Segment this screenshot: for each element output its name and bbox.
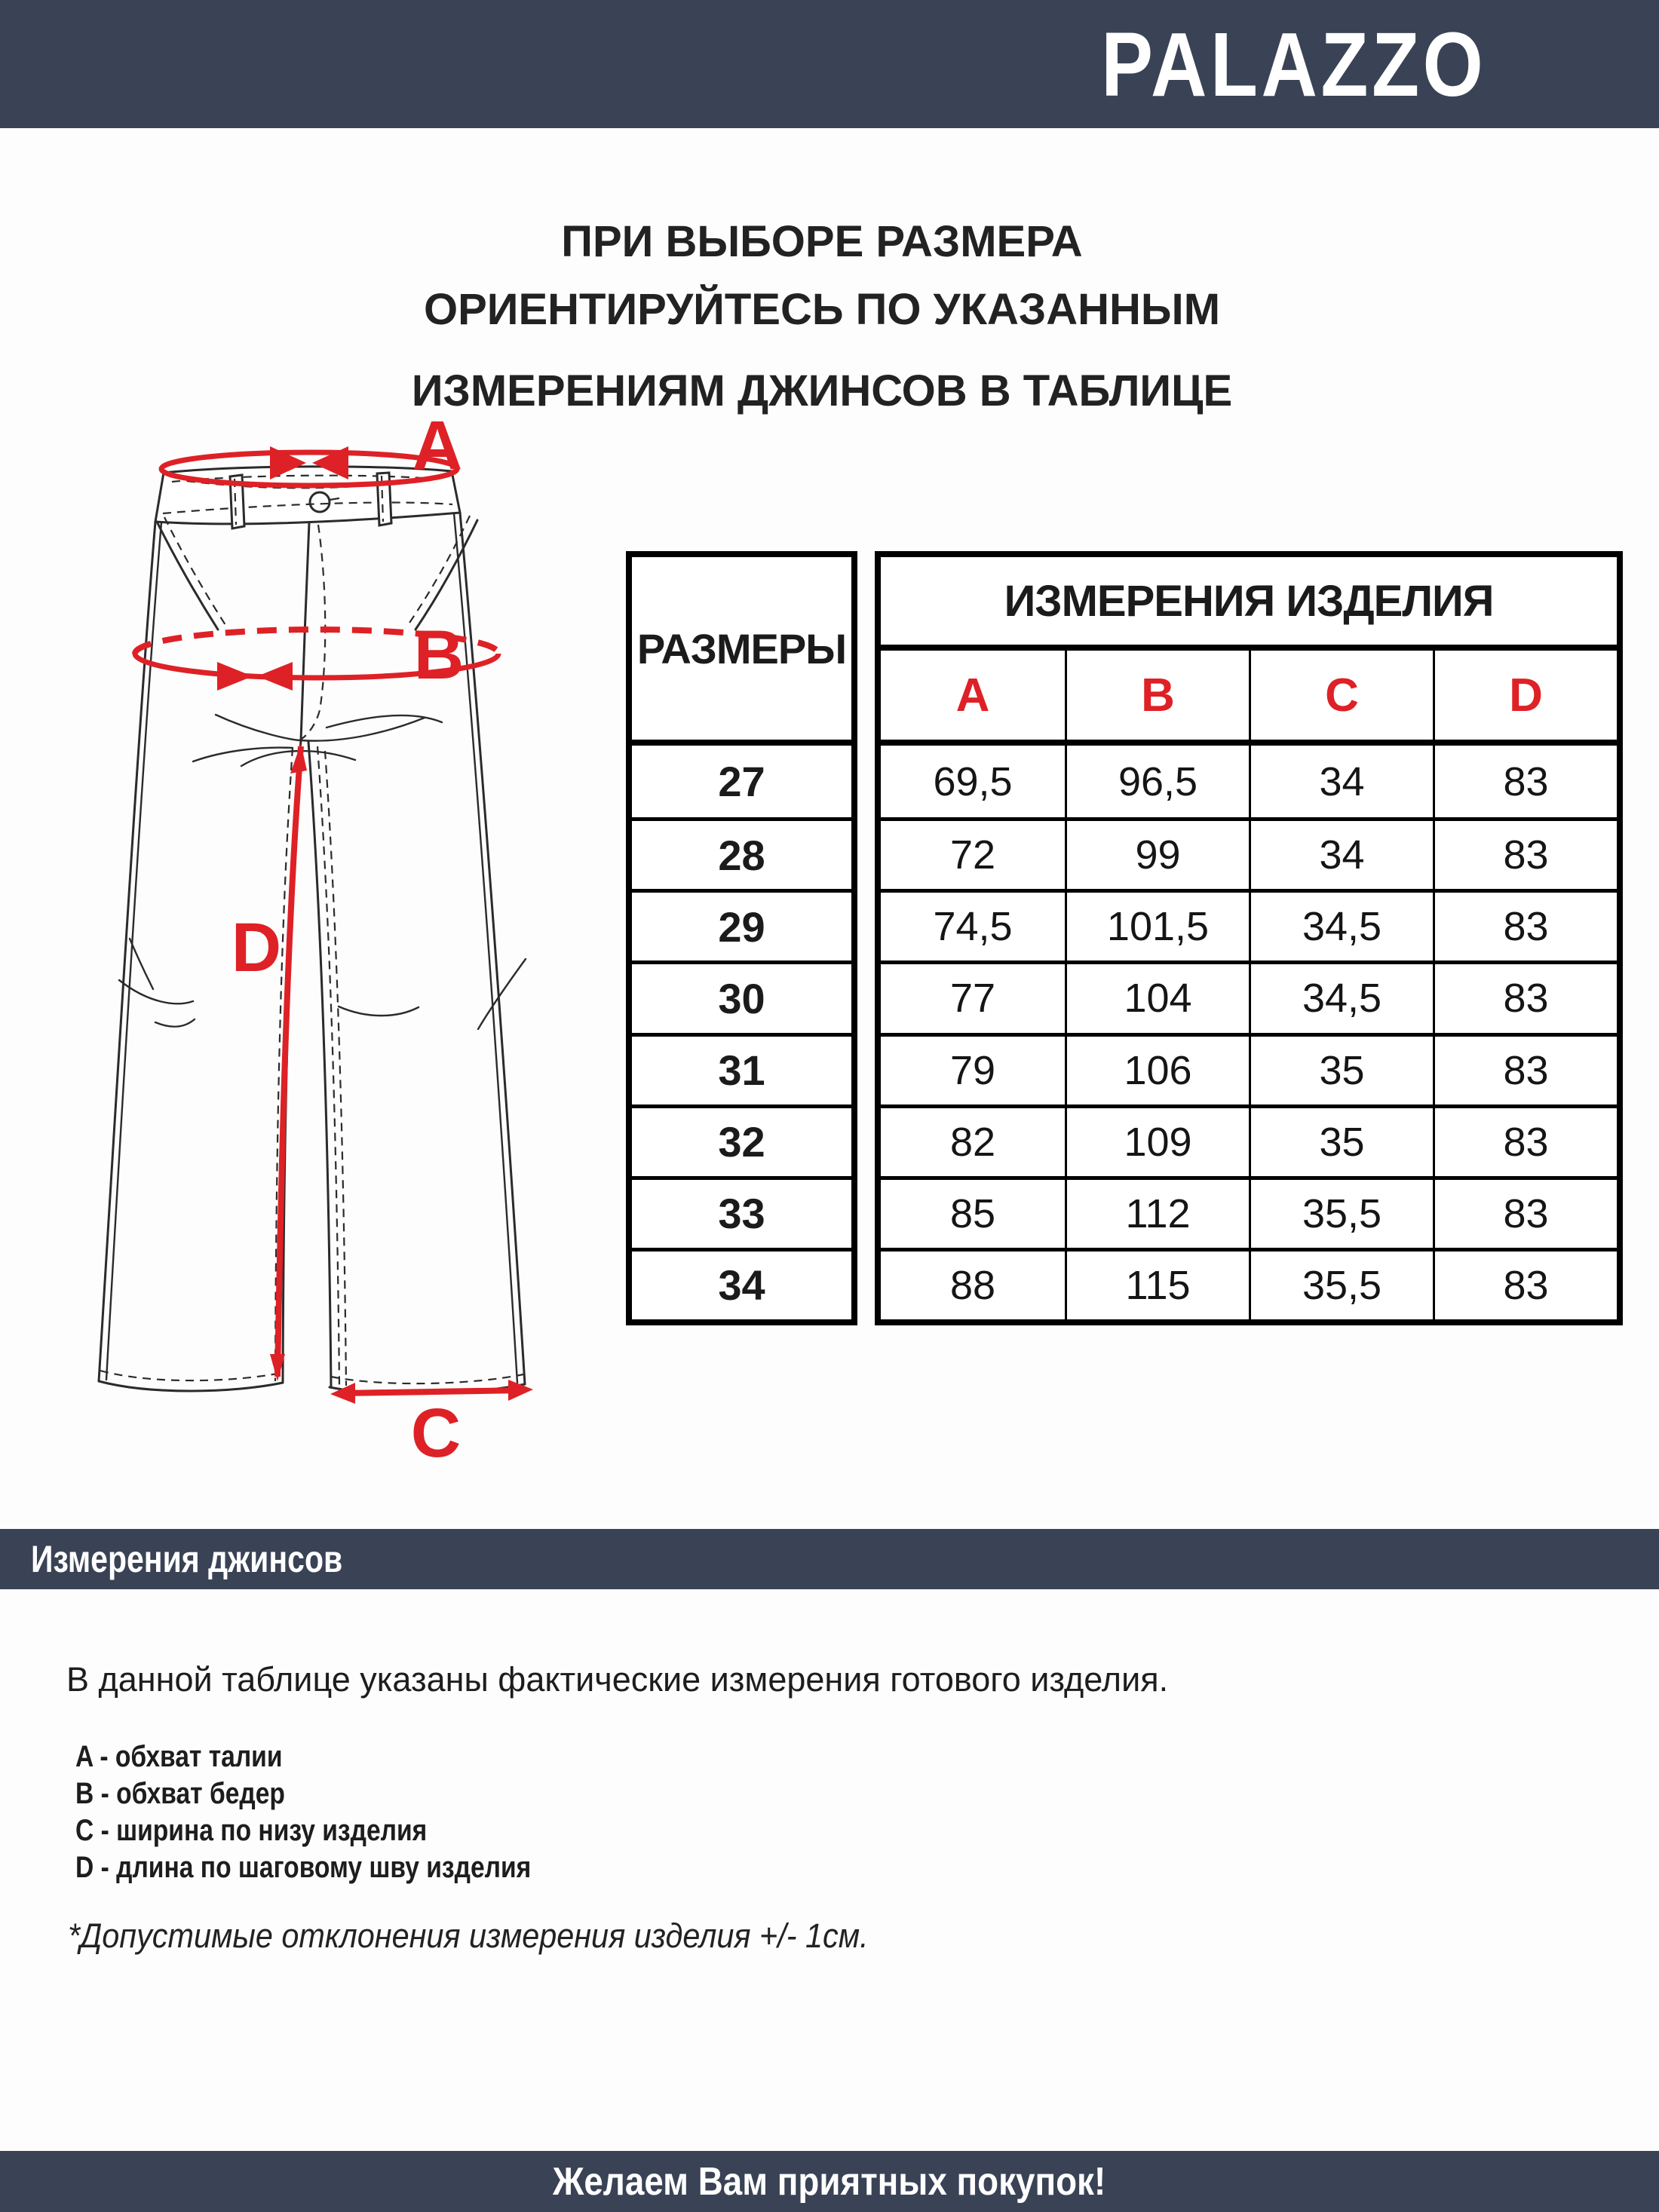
pocket-left-stitch (164, 517, 225, 625)
measurement-cell: 99 (1065, 817, 1249, 889)
brand-header-bar (0, 0, 1659, 128)
measurement-cell: 35 (1249, 1033, 1433, 1104)
inseam-right-stitch-1 (317, 746, 339, 1386)
hem-right-stitch (331, 1374, 523, 1383)
size-cell: 27 (718, 758, 765, 806)
measurement-cell: 83 (1433, 1033, 1617, 1104)
size-cell: 32 (632, 1104, 851, 1176)
measurement-cell: 69,5 (933, 758, 1013, 804)
measure-a-label: A (412, 407, 463, 484)
measurement-cell: 88 (881, 1248, 1065, 1319)
size-cell: 31 (632, 1033, 851, 1104)
measurement-cell: 82 (881, 1104, 1065, 1176)
section-header-title: Измерения джинсов (31, 1538, 343, 1580)
measurement-cell: 104 (1065, 960, 1249, 1032)
measurement-cell: 83 (1433, 1104, 1617, 1176)
measure-d-arrow-line (278, 746, 301, 1377)
measurement-cell: 35 (1249, 1104, 1433, 1176)
inseam-right-stitch-2 (325, 751, 346, 1386)
measure-c-arrowhead-right (508, 1380, 533, 1401)
measurement-cell: 34 (1249, 746, 1433, 817)
sizes-table-header: РАЗМЕРЫ (632, 557, 851, 746)
size-cell: 34 (632, 1248, 851, 1319)
column-header-d: D (1433, 651, 1617, 746)
measurement-cell: 83 (1433, 817, 1617, 889)
measure-b-arrow-left (217, 662, 253, 691)
measurements-table (875, 551, 1623, 1325)
measure-c-arrowhead-left (330, 1383, 355, 1404)
legend-item-d: D - длина по шаговому шву изделия (75, 1851, 532, 1884)
hem-left (99, 1381, 283, 1391)
measurement-cell: 83 (1433, 960, 1617, 1032)
measurements-legend (75, 1739, 618, 1886)
brand-logo-text: PALAZZO (1101, 13, 1487, 115)
measure-c-label: C (410, 1395, 462, 1463)
measurement-cell: 35,5 (1249, 1248, 1433, 1319)
heading-line-2: ОРИЕНТИРУЙТЕСЬ ПО УКАЗАННЫМ (423, 285, 1221, 334)
measurement-cell: 112 (1065, 1176, 1249, 1248)
measurement-cell: 101,5 (1065, 889, 1249, 960)
legend-item-a: A - обхват талии (75, 1740, 283, 1773)
thigh-whisker-left-2 (155, 1019, 195, 1027)
measure-d-label: D (231, 909, 282, 986)
measurement-cell: 109 (1065, 1104, 1249, 1176)
inseam-right-leg (308, 742, 331, 1387)
measurement-cell: 115 (1065, 1248, 1249, 1319)
measure-b-label: B (413, 617, 465, 694)
outer-seam-right (460, 513, 525, 1384)
measurement-cell: 35,5 (1249, 1176, 1433, 1248)
measurement-cell: 83 (1433, 746, 1617, 817)
column-header-a: A (881, 651, 1065, 746)
measurement-cell: 74,5 (881, 889, 1065, 960)
knee-crease-right (478, 959, 526, 1029)
crotch-whisker-4 (327, 715, 442, 728)
measurement-cell: 96,5 (1065, 746, 1249, 817)
measurements-table-header: ИЗМЕРЕНИЯ ИЗДЕЛИЯ (881, 557, 1617, 651)
size-cell: 33 (632, 1176, 851, 1248)
size-cell: 28 (632, 817, 851, 889)
measurement-cell: 77 (881, 960, 1065, 1032)
crotch-whisker-3 (193, 748, 293, 761)
heading-line-3: ИЗМЕРЕНИЯМ ДЖИНСОВ В ТАБЛИЦЕ (411, 366, 1233, 415)
measurement-cell: 106 (1065, 1033, 1249, 1104)
measurement-cell: 83 (1433, 1176, 1617, 1248)
size-cell: 30 (632, 960, 851, 1032)
crotch-whisker-1 (216, 715, 425, 741)
column-header-b: B (1065, 651, 1249, 746)
measurement-cell: 72 (881, 817, 1065, 889)
footer-bar (0, 2151, 1659, 2212)
legend-item-b: B - обхват бедер (75, 1777, 285, 1810)
measurement-cell: 34,5 (1249, 960, 1433, 1032)
outer-seam-left (99, 522, 155, 1381)
measurement-cell: 79 (881, 1033, 1065, 1104)
section-header-bar (0, 1529, 1659, 1589)
footer-message: Желаем Вам приятных покупок! (553, 2159, 1106, 2204)
heading-line-1: ПРИ ВЫБОРЕ РАЗМЕРА (561, 217, 1083, 266)
hem-left-stitch (100, 1371, 281, 1380)
hip-crease-left (130, 939, 153, 989)
thigh-whisker-right (339, 1006, 419, 1016)
measurement-cell: 34 (1249, 817, 1433, 889)
intro-heading (0, 208, 1644, 425)
pocket-right-stitch (408, 516, 470, 625)
table-description: В данной таблице указаны фактические измерения готового изделия. (66, 1660, 1169, 1699)
sizes-table (626, 551, 857, 1325)
measurement-cell: 85 (881, 1176, 1065, 1248)
measure-b-arrow-right (257, 662, 293, 691)
measurement-cell: 83 (1433, 889, 1617, 960)
measure-c-arrow-line (342, 1390, 522, 1393)
tolerance-note: *Допустимые отклонения измерения изделия +/- 1см. (68, 1916, 869, 1955)
measurement-cell: 83 (1433, 1248, 1617, 1319)
column-header-c: C (1249, 651, 1433, 746)
size-cell: 29 (632, 889, 851, 960)
measurement-cell: 34,5 (1249, 889, 1433, 960)
legend-item-c: C - ширина по низу изделия (75, 1814, 428, 1847)
pocket-left-opening (157, 522, 218, 630)
jeans-technical-drawing (66, 407, 585, 1463)
